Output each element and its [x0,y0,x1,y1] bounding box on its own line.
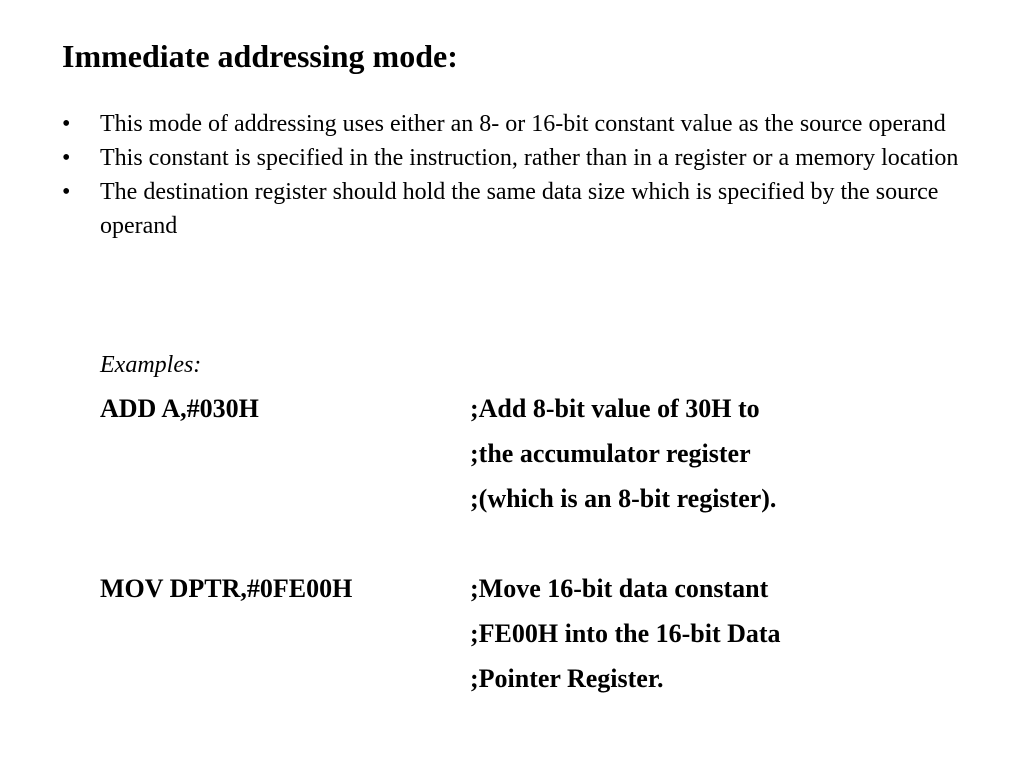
example-comment-line: ;(which is an 8-bit register). [470,484,777,513]
slide-title: Immediate addressing mode: [62,38,458,74]
bullet-item [62,175,962,243]
example-instruction: ADD A,#030H [100,394,259,423]
bullet-symbol: • [62,179,71,205]
example-comment-line: ;Pointer Register. [470,664,664,693]
example-comment-line: ;FE00H into the 16-bit Data [470,619,781,648]
bullet-text: This mode of addressing uses either an 8- or 16-bit constant value as the source operand [100,111,946,137]
examples-label: Examples: [100,352,202,378]
example-comment-line: ;Move 16-bit data constant [470,574,769,603]
bullet-list [62,107,962,243]
bullet-symbol: • [62,111,71,137]
bullet-text: This constant is specified in the instruction, rather than in a register or a memory location [100,145,959,171]
example-comment-line: ;the accumulator register [470,439,751,468]
example-comment-line: ;Add 8-bit value of 30H to [470,394,760,423]
bullet-item [62,141,962,175]
example-comments [470,566,781,701]
example-instruction: MOV DPTR,#0FE00H [100,574,353,603]
bullet-item [62,107,962,141]
bullet-symbol: • [62,145,71,171]
bullet-text: The destination register should hold the same data size which is specified by the source operand [100,179,939,239]
example-comments [470,386,776,521]
